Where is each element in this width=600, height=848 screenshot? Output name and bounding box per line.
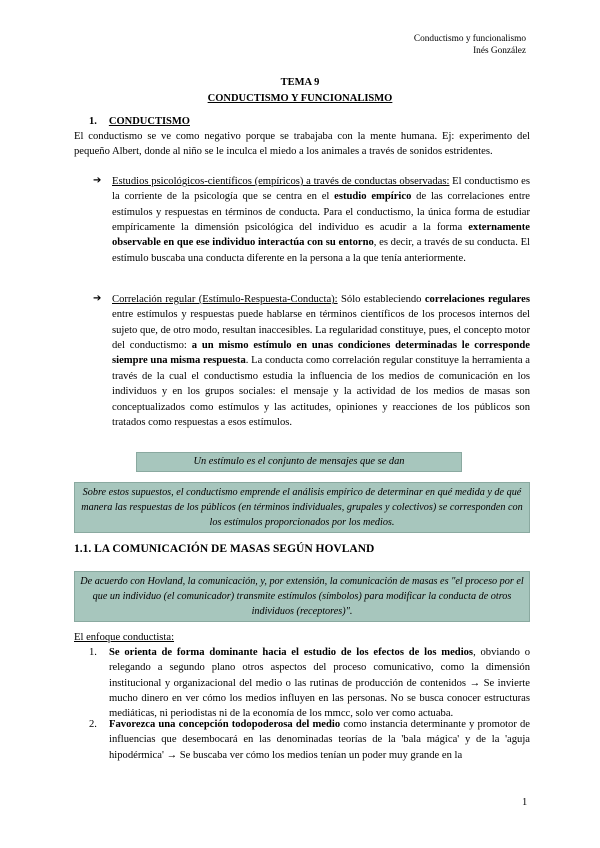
enfoque-label: El enfoque conductista: (74, 632, 175, 643)
header-author: Inés González (473, 46, 526, 57)
bullet-text: Correlación regular (Estímulo-Respuesta-Conducta): Sólo estableciendo correlaciones regulares entre estímulos y respuestas puede hablarse en términos científicos de los procesos internos del sujeto que, de otro modo, resultan inaccesibles. La regularidad constituye, pues, el concepto motor del conductismo: a un mismo estímulo en unas condiciones determinadas le corresponde siempre una misma respuesta. La conducta como correlación regular constituye la herramienta a través de la cual el conductismo estudia la influencia de los medios de comunicación en los individuos y en los grupos sociales: el mensaje y la actividad de los medios de masas son conceptualizados como estímulos y las actitudes, opiniones y reacciones de los públicos son tratados como respuestas a esos estímulos. (112, 294, 531, 428)
section-number: 1. (89, 116, 97, 127)
list-item: 2. Favorezca una concepción todopoderosa del medio como instancia determinante y promotor de influencias que desembocará en las denominadas teorías de la 'bala mágica' y de la 'aguja hipodérmica' → Se buscaba ver cómo los medios tenían un poder muy grande en la (89, 719, 530, 761)
title-topic-number: TEMA 9 (280, 77, 320, 88)
arrow-bullet-icon: ➔ (93, 293, 102, 304)
page-number: 1 (522, 797, 528, 808)
list-item: 1. Se orienta de forma dominante hacia el estudio de los efectos de los medios, obviando o relegando a segundo plano otros aspectos del proceso comunicativo, como la dimensión institucional y organizacional del medio o las rutinas de producción de contenidos → Se invierte mucho dinero en ver cómo los medios influyen en las personas. No se busca conocer estructuras mediáticas, ni periodistas ni de la economía de los mmcc, solo ver como actuaba. (89, 647, 530, 720)
header-subject: Conductismo y funcionalismo (413, 34, 526, 44)
bullet-text: Estudios psicológicos-científicos (empíricos) a través de conductas observadas: El conductismo es la corriente de la psicología que se centra en el estudio empírico de las correlaciones entre estímulos y respuestas en términos de conducta. Para el conductismo, la única forma de estudiar empíricamente la dimensión psicológica del individuo es acudir a la forma externamente observable en que ese individuo interactúa con su entorno, es decir, a través de su conducta. El estímulo buscaba una conducta diferente en la persona a la que tenía anteriormente. (112, 176, 531, 264)
highlight-box-hovland-quote: De acuerdo con Hovland, la comunicación, y, por extensión, la comunicación de masas es "el proceso por el que un individuo (el comunicador) transmite estímulos (símbolos) para modificar la conducta de otros individuos (receptores)". (74, 571, 530, 622)
section-heading (89, 114, 190, 129)
section-title: CONDUCTISMO (108, 116, 190, 127)
highlight-box-summary: Sobre estos supuestos, el conductismo emprende el análisis empírico de determinar en qué medida y de qué manera las respuestas de los públicos (en términos individuales, grupales y colectivos) se corresponden con los estímulos proporcionados por los medios. (74, 482, 530, 533)
document-title (0, 75, 600, 108)
title-topic-name: CONDUCTISMO Y FUNCIONALISMO (207, 93, 393, 105)
arrow-bullet-icon: ➔ (93, 175, 102, 186)
list-number: 2. (89, 719, 97, 730)
bullet-item (94, 292, 530, 430)
highlight-box-stimulus: Un estímulo es el conjunto de mensajes que se dan (136, 452, 462, 472)
intro-paragraph: El conductismo se ve como negativo porque se trabajaba con la mente humana. Ej: experimento del pequeño Albert, donde al niño se le inculca el miedo a los animales a través de sonidos estridentes. (74, 131, 530, 158)
subsection-heading: 1.1. LA COMUNICACIÓN DE MASAS SEGÚN HOVLAND (74, 543, 375, 555)
running-header (414, 33, 526, 57)
list-number: 1. (89, 647, 97, 658)
bullet-item (94, 174, 530, 266)
